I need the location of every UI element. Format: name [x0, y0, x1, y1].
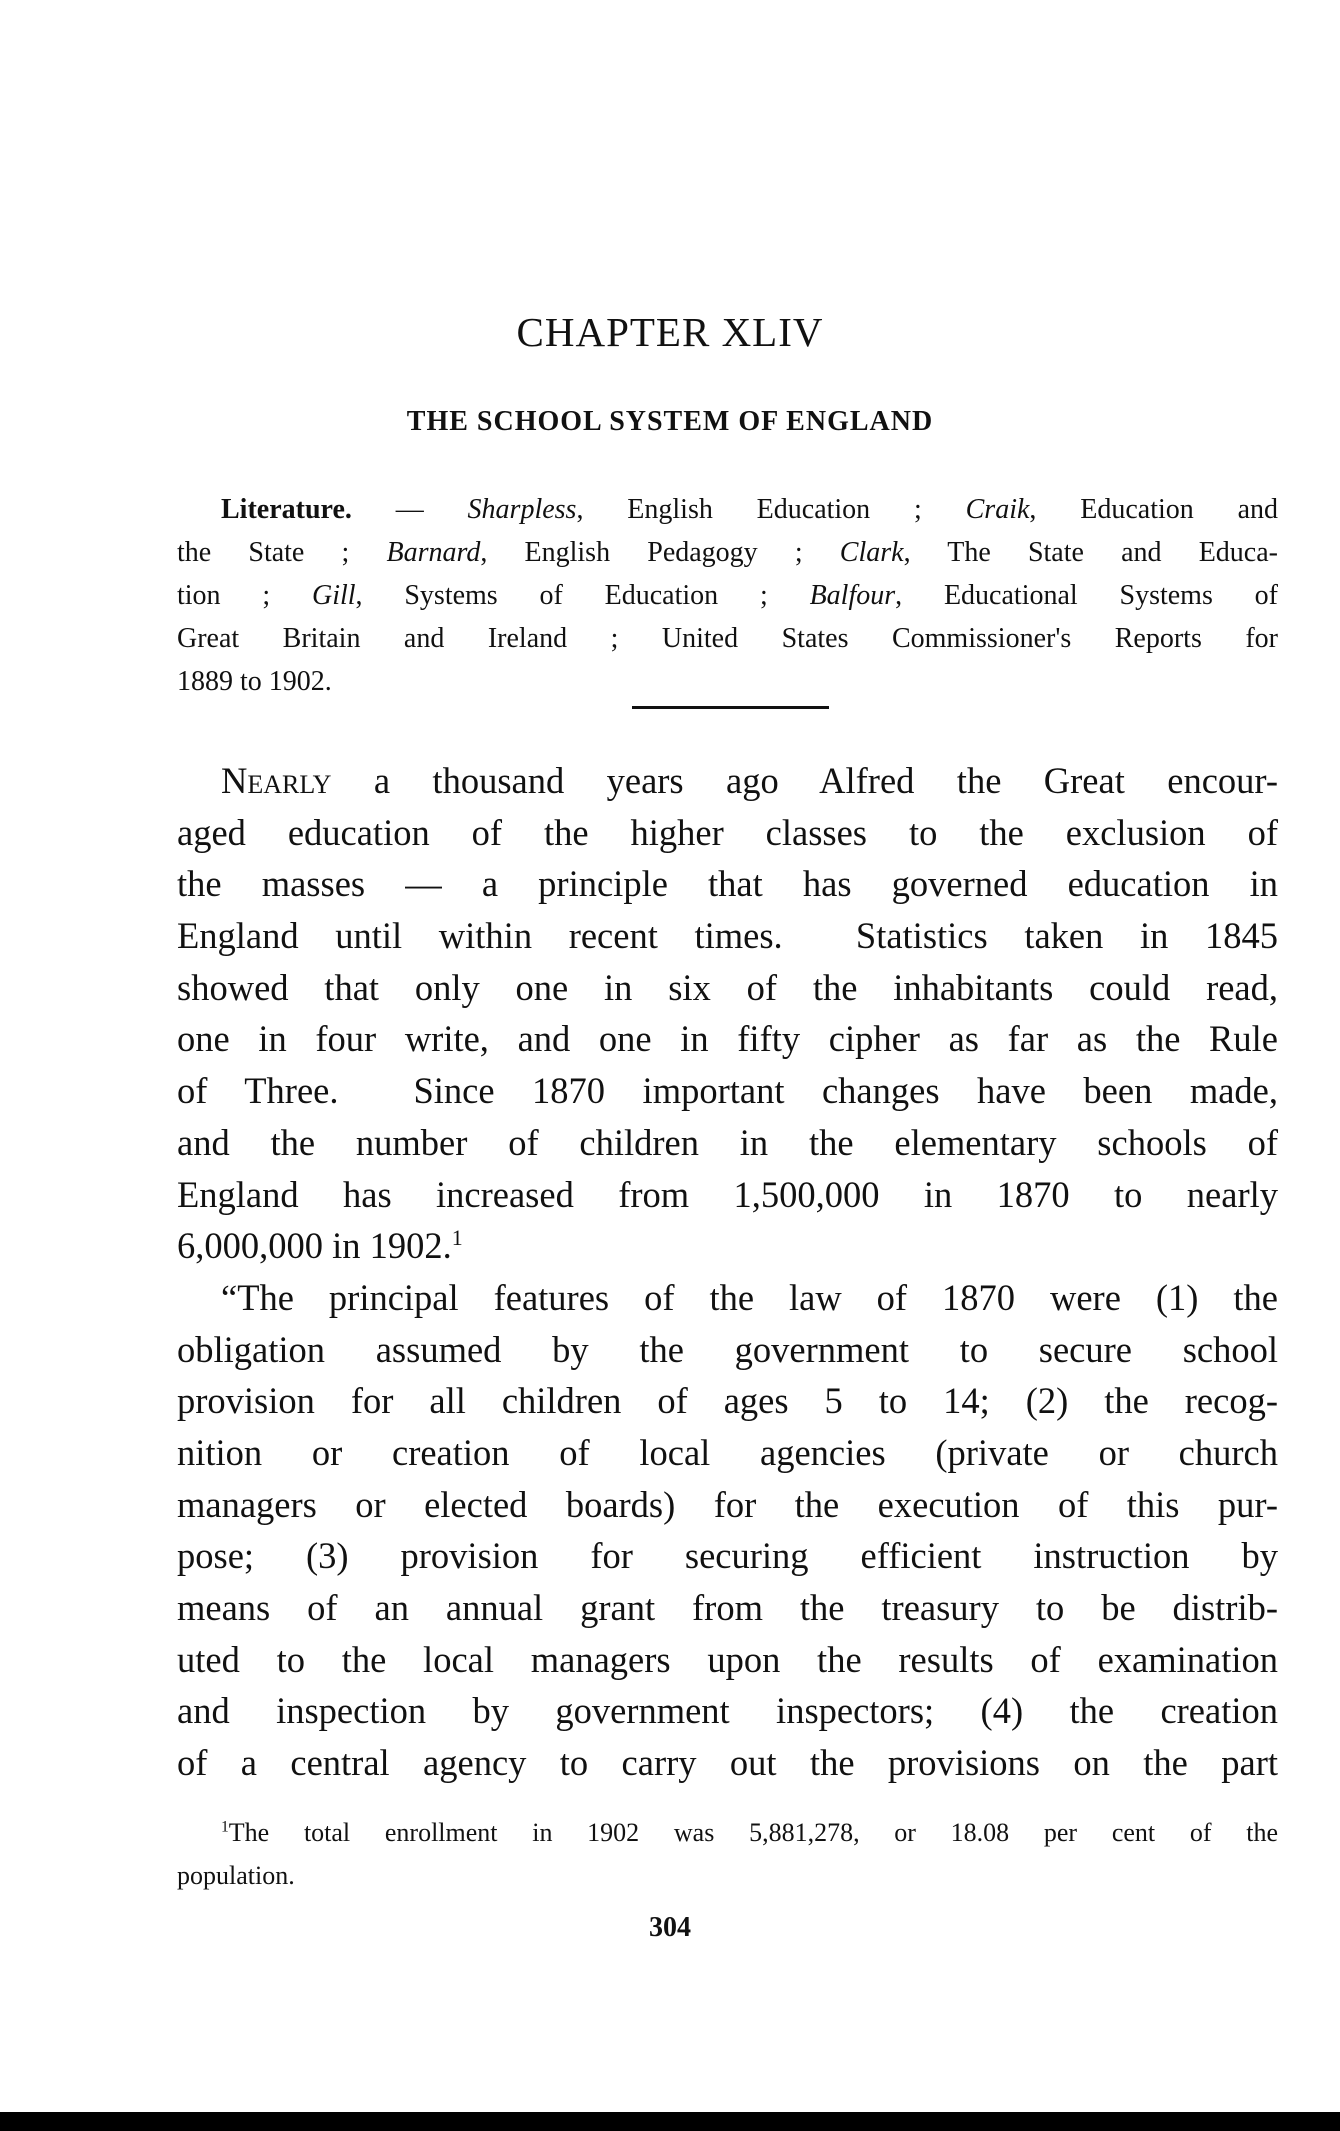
- paragraph-line: [177, 1169, 1278, 1221]
- body-text: [177, 755, 1278, 1789]
- line-text: one in four write, and one in fifty cipher as far as the Rule: [177, 1018, 1278, 1060]
- line-text: “The principal features of the law of 1870 were (1) the: [221, 1276, 1278, 1318]
- literature-text: tion ;: [177, 580, 312, 611]
- paragraph-line: [177, 1685, 1278, 1737]
- footnote-line: [177, 1854, 1278, 1897]
- literature-text: , The State and Educa-: [903, 537, 1278, 568]
- footnote-ref: 1: [451, 1225, 463, 1251]
- line-text: of a central agency to carry out the provisions on the part: [177, 1742, 1278, 1784]
- line-text: pose; (3) provision for securing efficient instruction by: [177, 1535, 1278, 1577]
- line-text: aged education of the higher classes to the exclusion of: [177, 811, 1278, 853]
- line-text: obligation assumed by the government to secure school: [177, 1328, 1278, 1370]
- footnote-marker: 1: [221, 1818, 229, 1836]
- line-text: a thousand years ago Alfred the Great encour-: [331, 760, 1278, 801]
- literature-line: [177, 531, 1278, 574]
- literature-text: Great Britain and Ireland ; United States Commissioner's Reports for: [177, 623, 1278, 654]
- line-text: managers or elected boards) for the execution of this pur-: [177, 1483, 1278, 1525]
- chapter-title: THE SCHOOL SYSTEM OF ENGLAND: [406, 406, 934, 437]
- author-name: Gill: [311, 580, 356, 611]
- paragraph-line: [177, 807, 1278, 859]
- chapter-heading: CHAPTER XLIV: [516, 309, 824, 355]
- literature-block: [177, 488, 1278, 703]
- paragraph-line: [177, 755, 1278, 807]
- line-text: means of an annual grant from the treasury to be distrib-: [177, 1587, 1278, 1628]
- literature-text: , English Education ;: [576, 494, 966, 525]
- literature-text: , Education and: [1029, 494, 1279, 525]
- paragraph-line: [177, 1530, 1278, 1582]
- literature-text: , Educational Systems of: [895, 580, 1278, 611]
- scan-edge-bar: [0, 2112, 1340, 2131]
- line-text: uted to the local managers upon the results of examination: [177, 1638, 1278, 1680]
- author-name: Barnard: [386, 537, 481, 568]
- literature-line: [177, 660, 1278, 703]
- footnote-text: The total enrollment in 1902 was 5,881,278, or 18.08 per cent of the: [228, 1818, 1278, 1847]
- paragraph-line: [177, 858, 1278, 910]
- literature-text: 1889 to 1902.: [177, 666, 332, 697]
- paragraph-line: [177, 1272, 1278, 1324]
- literature-label: Literature.: [221, 494, 352, 525]
- literature-line: [177, 574, 1278, 617]
- literature-line: [177, 488, 1278, 531]
- lead-word: Nearly: [221, 760, 332, 801]
- line-text: and the number of children in the elementary schools of: [177, 1121, 1278, 1163]
- paragraph-line: [177, 1479, 1278, 1531]
- page-number: 304: [649, 1912, 691, 1943]
- line-text: of Three. Since 1870 important changes have been made,: [177, 1070, 1278, 1112]
- line-text: the masses — a principle that has governed education in: [177, 863, 1278, 905]
- line-text: nition or creation of local agencies (private or church: [177, 1431, 1278, 1473]
- line-text: and inspection by government inspectors; (4) the creation: [177, 1690, 1278, 1732]
- paragraph-line: [177, 1013, 1278, 1065]
- paragraph-line: [177, 1065, 1278, 1117]
- literature-text: the State ;: [177, 537, 387, 568]
- section-divider: [632, 706, 829, 709]
- paragraph-line: [177, 1427, 1278, 1479]
- footnote-text: population.: [177, 1861, 295, 1890]
- author-name: Sharpless: [467, 494, 577, 525]
- line-text: showed that only one in six of the inhabitants could read,: [177, 966, 1278, 1008]
- paragraph-line: [177, 1582, 1278, 1634]
- literature-text: —: [351, 494, 468, 525]
- literature-text: , Systems of Education ;: [355, 580, 810, 611]
- literature-line: [177, 617, 1278, 660]
- literature-text: , English Pedagogy ;: [480, 537, 840, 568]
- paragraph-line: [177, 1375, 1278, 1427]
- paragraph-line: [177, 962, 1278, 1014]
- footnote-line: [177, 1811, 1278, 1854]
- paragraph-line: [177, 1117, 1278, 1169]
- paragraph-line: [177, 1220, 1278, 1272]
- paragraph-line: [177, 1737, 1278, 1789]
- author-name: Balfour: [809, 580, 896, 611]
- line-text: 6,000,000 in 1902.: [177, 1225, 452, 1267]
- paragraph-line: [177, 1634, 1278, 1686]
- line-text: England until within recent times. Statistics taken in 1845: [177, 915, 1278, 957]
- line-text: provision for all children of ages 5 to 14; (2) the recog-: [177, 1380, 1278, 1422]
- line-text: England has increased from 1,500,000 in 1870 to nearly: [177, 1173, 1278, 1215]
- footnote: [177, 1811, 1278, 1897]
- paragraph-line: [177, 910, 1278, 962]
- paragraph-line: [177, 1324, 1278, 1376]
- author-name: Craik: [965, 494, 1030, 525]
- author-name: Clark: [839, 537, 904, 568]
